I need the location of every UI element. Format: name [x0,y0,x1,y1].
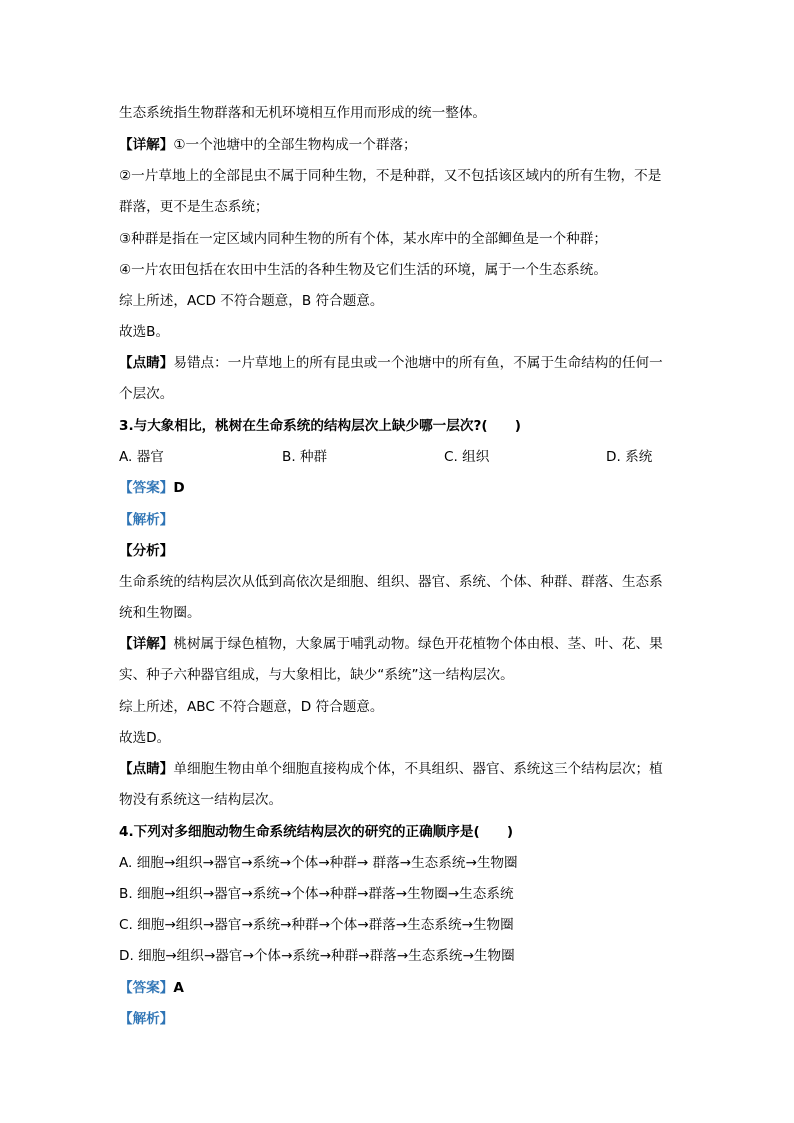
fenxi-tag: 【分析】 [119,543,174,559]
question-3: 3.与大象相比，桃树在生命系统的结构层次上缺少哪一层次?( ) [119,418,521,434]
answer-line [119,479,185,497]
paragraph-line: 综上所述，ABC 不符合题意，D 符合题意。 [119,699,384,715]
option-d: D. 系统 [606,449,653,465]
paragraph-line: 故选B。 [119,324,170,340]
answer-line [119,979,184,997]
tip-tag: 【点睛】 [119,761,174,777]
option-a: A. 细胞→组织→器官→系统→个体→种群→ 群落→生态系统→生物圈 [119,855,518,871]
paragraph-line: 物没有系统这一结构层次。 [119,792,283,808]
paragraph-line: 故选D。 [119,730,171,746]
answer-tag: 【答案】 [119,480,174,496]
tip-text: 易错点：一片草地上的所有昆虫或一个池塘中的所有鱼，不属于生命结构的任何一 [173,355,663,371]
paragraph-line: ③种群是指在一定区域内同种生物的所有个体，某水库中的全部鲫鱼是一个种群； [119,231,607,247]
detail-tag: 【详解】 [119,636,174,652]
paragraph-line: ②一片草地上的全部昆虫不属于同种生物，不是种群，又不包括该区域内的所有生物，不是 [119,168,662,184]
paragraph-line: 生命系统的结构层次从低到高依次是细胞、组织、器官、系统、个体、种群、群落、生态系 [119,574,663,590]
tip-paragraph [119,354,663,372]
paragraph-line: 生态系统指生物群落和无机环境相互作用而形成的统一整体。 [119,105,487,121]
detail-text: 桃树属于绿色植物，大象属于哺乳动物。绿色开花植物个体由根、茎、叶、花、果 [173,636,663,652]
paragraph-line: 综上所述，ACD 不符合题意，B 符合题意。 [119,293,384,309]
detail-tag: 【详解】 [119,137,174,153]
option-b: B. 细胞→组织→器官→系统→个体→种群→群落→生物圈→生态系统 [119,886,514,902]
option-c: C. 组织 [444,449,490,465]
answer-tag: 【答案】 [119,980,174,996]
paragraph-line: 统和生物圈。 [119,605,201,621]
question-4: 4.下列对多细胞动物生命系统结构层次的研究的正确顺序是( ) [119,824,514,840]
option-d: D. 细胞→组织→器官→个体→系统→种群→群落→生态系统→生物圈 [119,948,515,964]
detail-paragraph [119,635,663,653]
option-c: C. 细胞→组织→器官→系统→种群→个体→群落→生态系统→生物圈 [119,917,514,933]
answer-value: D [173,480,185,496]
paragraph-line: 群落，更不是生态系统； [119,199,269,215]
detail-paragraph [119,136,417,154]
tip-tag: 【点睛】 [119,355,174,371]
paragraph-line: 实、种子六种器官组成，与大象相比，缺少“系统”这一结构层次。 [119,667,514,683]
answer-value: A [173,980,184,996]
option-a: A. 器官 [119,449,164,465]
option-b: B. 种群 [282,449,328,465]
question-3-options [119,448,679,466]
paragraph-line: ④一片农田包括在农田中生活的各种生物及它们生活的环境，属于一个生态系统。 [119,262,607,278]
tip-paragraph [119,760,663,778]
analysis-tag: 【解析】 [119,1011,174,1027]
tip-text: 单细胞生物由单个细胞直接构成个体，不具组织、器官、系统这三个结构层次；植 [173,761,663,777]
paragraph-line: 个层次。 [119,386,174,402]
analysis-tag: 【解析】 [119,512,174,528]
detail-text: ①一个池塘中的全部生物构成一个群落； [173,137,417,153]
